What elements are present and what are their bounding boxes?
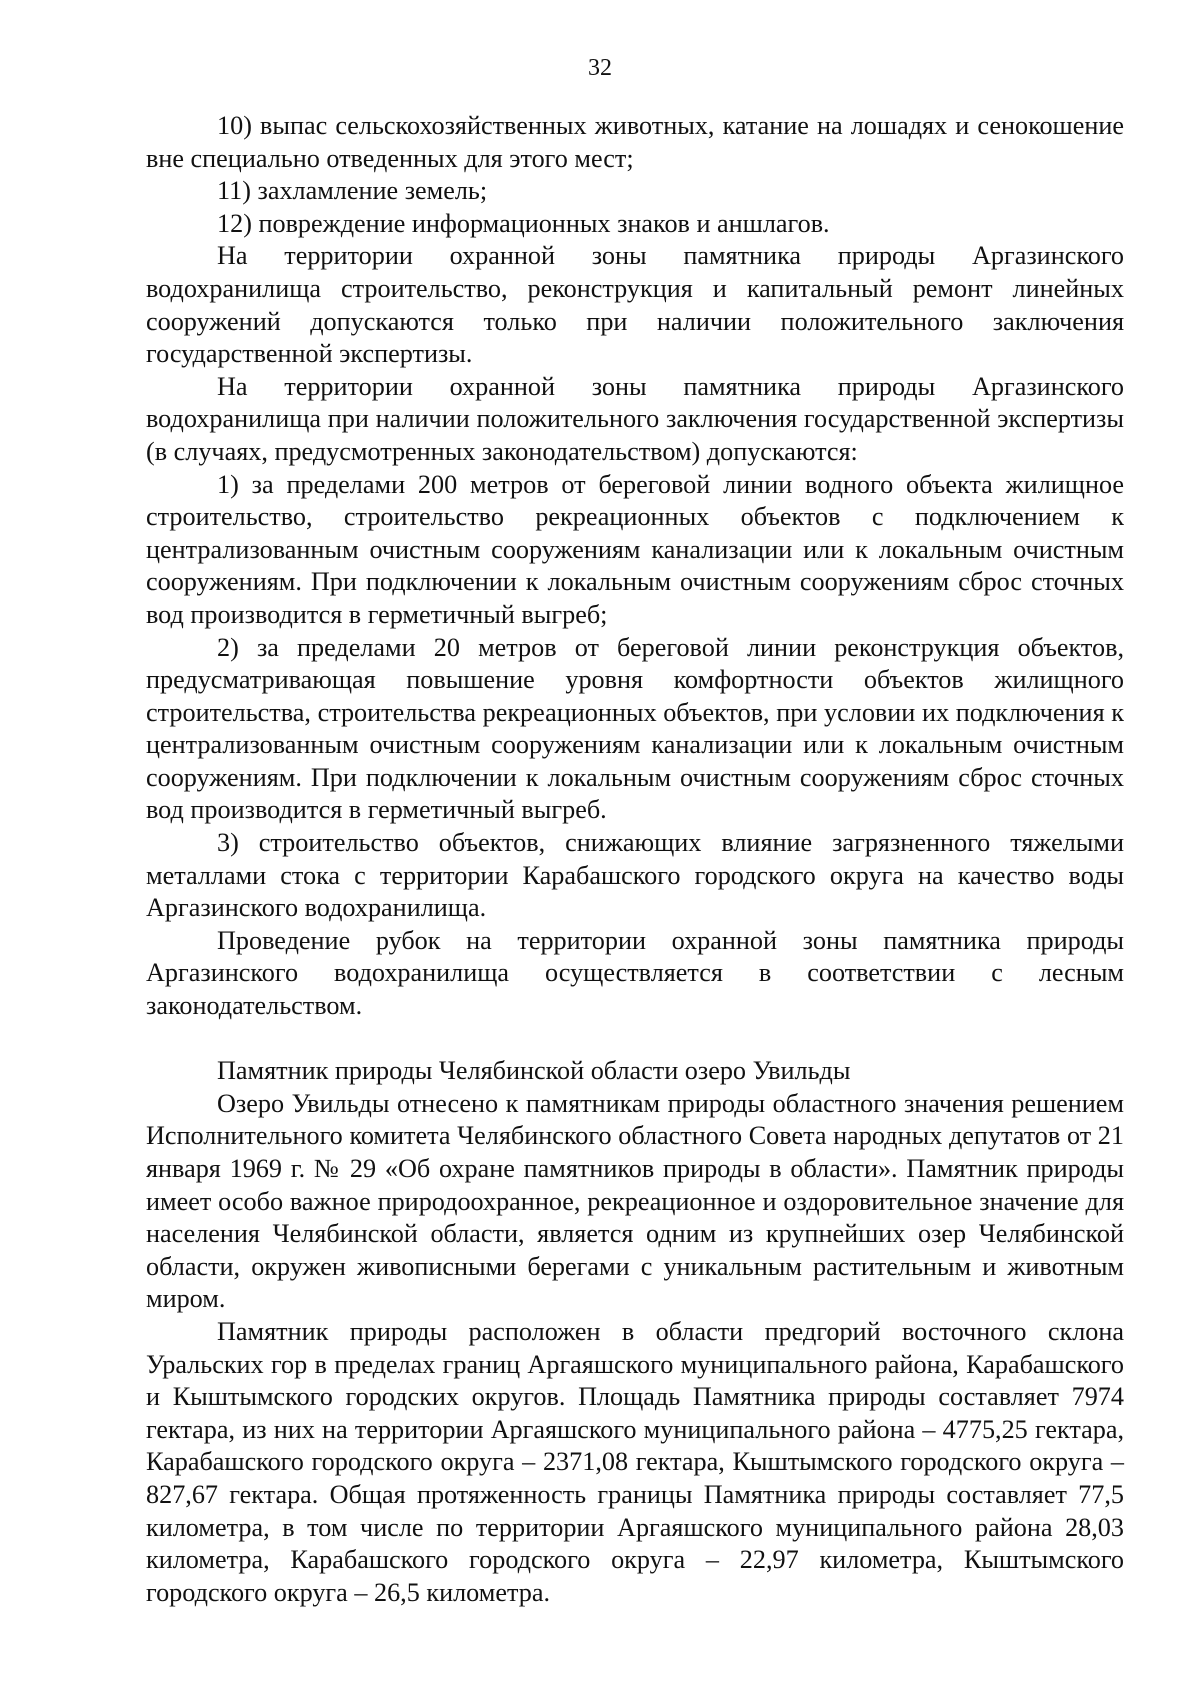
section-heading: Памятник природы Челябинской области озеро Увильды <box>217 1056 851 1086</box>
paragraph-construction-rules: На территории охранной зоны памятника природы Аргазинского водохранилища строительство, реконструкция и капитальный ремонт линейных сооружений допускаются только при наличии положительного заключения государственной экспертизы. <box>146 241 1124 369</box>
paragraph-permitted-3: 3) строительство объектов, снижающих влияние загрязненного тяжелыми металлами стока с территории Карабашского городского округа на качество воды Аргазинского водохранилища. <box>146 828 1124 923</box>
document-body <box>146 110 1124 1609</box>
paragraph-logging: Проведение рубок на территории охранной зоны памятника природы Аргазинского водохранилища осуществляется в соответствии с лесным законодательством. <box>146 925 1124 1021</box>
paragraph-permitted-intro: На территории охранной зоны памятника природы Аргазинского водохранилища при наличии положительного заключения государственной экспертизы (в случаях, предусмотренных законодательством) допускаются: <box>146 371 1124 466</box>
paragraph-permitted-2: 2) за пределами 20 метров от береговой линии реконструкция объектов, предусматривающая повышение уровня комфортности объектов жилищного строительства, строительства рекреационных объектов, при условии их подключения к централизованным очистным сооружениям канализации или к локальным очистным сооружениям. При подключении к локальным очистным сооружениям сброс сточных вод производится в герметичный выгреб. <box>146 632 1124 825</box>
paragraph-item-12: 12) повреждение информационных знаков и аншлагов. <box>217 208 830 238</box>
section-paragraph-status: Озеро Увильды отнесено к памятникам природы областного значения решением Исполнительного комитета Челябинского областного Совета народных депутатов от 21 января 1969 г. № 29 «Об охране памятников природы в области». Памятник природы имеет особо важное природоохранное, рекреационное и оздоровительное значение для населения Челябинской области, является одним из крупнейших озер Челябинской области, окружен живописными берегами с уникальным растительным и животным миром. <box>146 1088 1124 1314</box>
section-paragraph-location: Памятник природы расположен в области предгорий восточного склона Уральских гор в пределах границ Аргаяшского муниципального района, Карабашского и Кыштымского городских округов. Площадь Памятника природы составляет 7974 гектара, из них на территории Аргаяшского муниципального района – 4775,25 гектара, Карабашского городского округа – 2371,08 гектара, Кыштымского городского округа – 827,67 гектара. Общая протяженность границы Памятника природы составляет 77,5 километра, в том числе по территории Аргаяшского муниципального района 28,03 километра, Карабашского городского округа – 22,97 километра, Кыштымского городского округа – 26,5 километра. <box>146 1316 1124 1607</box>
paragraph-item-10: 10) выпас сельскохозяйственных животных, катание на лошадях и сенокошение вне специально отведенных для этого мест; <box>146 111 1124 173</box>
page-number: 32 <box>588 55 612 81</box>
paragraph-permitted-1: 1) за пределами 200 метров от береговой линии водного объекта жилищное строительство, строительство рекреационных объектов с подключением к централизованным очистным сооружениям канализации или к локальным очистным сооружениям. При подключении к локальным очистным сооружениям сброс сточных вод производится в герметичный выгреб; <box>146 469 1124 629</box>
paragraph-item-11: 11) захламление земель; <box>217 176 488 206</box>
